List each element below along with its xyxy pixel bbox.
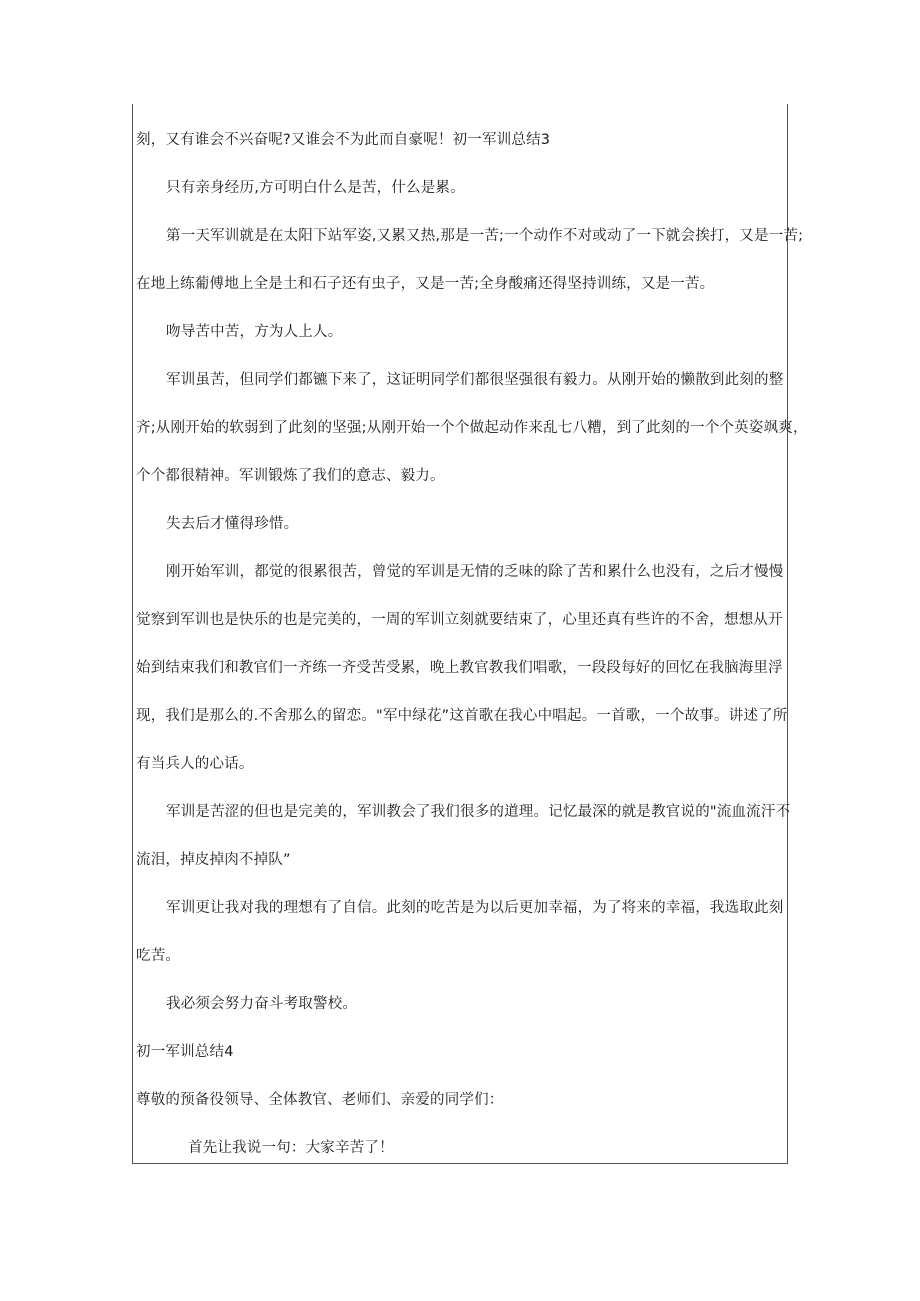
text-line: 军训是苦涩的但也是完美的，军训教会了我们很多的道理。记忆最深的就是教官说的"流血流汗不 <box>166 804 791 820</box>
text-line: 首先让我说一句：大家辛苦了！ <box>188 1140 394 1156</box>
text-line: 个个都很精神。军训锻炼了我们的意志、毅力。 <box>136 468 445 484</box>
text-line: 流泪，掉皮掉肉不掉队” <box>136 852 291 868</box>
text-line: 有当兵人的心话。 <box>136 756 254 772</box>
text-line: 在地上练葡傅地上全是土和石子还有虫子，又是一苦;全身酸痛还得坚持训练，又是一苦。 <box>136 276 715 292</box>
text-line: 齐;从刚开始的软弱到了此刻的坚强;从刚开始一个个做起动作来乱七八糟，到了此刻的一个个英姿飒爽， <box>136 420 808 436</box>
text-line: 始到结束我们和教官们一齐练一齐受苦受累，晚上教官教我们唱歌，一段段每好的回忆在我脑海里浮 <box>136 660 783 676</box>
text-line: 刚开始军训，都觉的很累很苦，曾觉的军训是无情的乏味的除了苦和累什么也没有，之后才慢慢 <box>166 564 784 580</box>
text-line: 军训虽苦，但同学们都镳下来了，这证明同学们都很坚强很有毅力。从刚开始的懒散到此刻的整 <box>166 372 784 388</box>
text-line: 吻导苦中苦，方为人上人。 <box>166 324 343 340</box>
text-line: 军训更让我对我的理想有了自信。此刻的吃苦是为以后更加幸福，为了将来的幸福，我选取此刻 <box>166 900 784 916</box>
text-line: 吃苦。 <box>136 948 181 964</box>
salutation-line: 尊敬的预备役领导、全体教官、老师们、亲爱的同学们： <box>136 1092 504 1108</box>
text-line: 我必须会努力奋斗考取警校。 <box>166 996 358 1012</box>
text-line: 现，我们是那么的.不舍那么的留恋。"军中绿花”这首歌在我心中唱起。一首歌，一个故事。讲述了所 <box>136 708 788 724</box>
text-line: 觉察到军训也是快乐的也是完美的，一周的军训立刻就要结束了，心里还真有些许的不舍，想想从开 <box>136 612 783 628</box>
text-line: 刻，又有谁会不兴奋呢?又谁会不为此而自豪呢！初一军训总结3 <box>136 132 551 148</box>
text-line: 只有亲身经历,方可明白什么是苦，什么是累。 <box>166 180 465 196</box>
text-line: 第一天军训就是在太阳下站军姿,又累又热,那是一苦;一个动作不对或动了一下就会挨打，又是一苦; <box>166 228 804 244</box>
section-heading: 初一军训总结4 <box>136 1044 234 1060</box>
text-line: 失去后才懂得珍惜。 <box>166 516 299 532</box>
